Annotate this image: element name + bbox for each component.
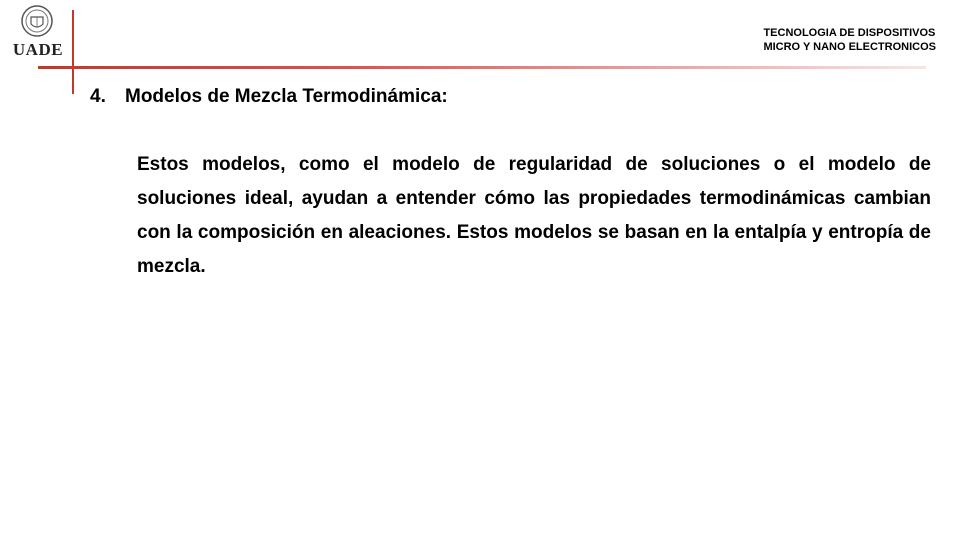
course-title-line-2: MICRO Y NANO ELECTRONICOS xyxy=(763,41,936,53)
section-number: 4. xyxy=(90,86,106,107)
uade-logo xyxy=(8,4,66,60)
vertical-accent-line xyxy=(72,10,74,94)
course-title-line-1: TECNOLOGIA DE DISPOSITIVOS xyxy=(763,27,936,39)
section-heading xyxy=(90,86,448,108)
section-body: Estos modelos, como el modelo de regularidad de soluciones o el modelo de soluciones ideal, ayudan a entender cómo las propiedades termodinámicas cambian con la composición en aleaciones. Estos modelos se basan en la entalpía y entropía de mezcla. xyxy=(137,154,931,277)
horizontal-accent-line xyxy=(38,66,926,69)
university-seal-icon xyxy=(20,4,54,38)
course-title xyxy=(763,26,936,54)
logo-text: UADE xyxy=(12,40,64,59)
section-title: Modelos de Mezcla Termodinámica: xyxy=(125,86,448,107)
